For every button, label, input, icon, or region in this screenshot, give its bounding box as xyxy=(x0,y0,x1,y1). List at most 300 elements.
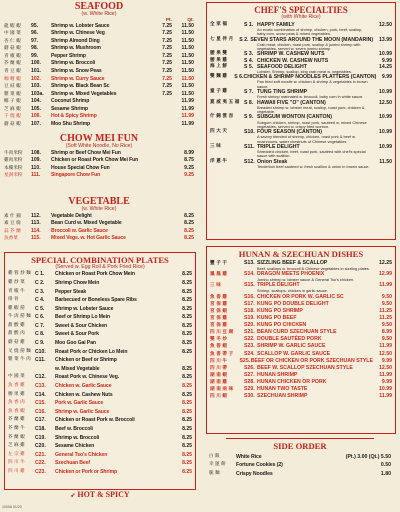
hot-spicy-label: HOT & SPICY xyxy=(77,490,130,499)
item-price: 11.99 xyxy=(379,393,392,400)
item-chinese-name: 青 豆 蝦 xyxy=(4,69,21,74)
item-name: Shrimp w. Lobster Sauce xyxy=(55,305,114,312)
item-name: Hot & Spicy Shrimp xyxy=(51,113,97,120)
item-number: S30. xyxy=(244,393,255,400)
item-pint-price: 7.25 xyxy=(162,60,172,67)
specialty-item-header xyxy=(210,365,392,372)
item-price: 1.80 xyxy=(380,470,391,477)
item-chinese-name: 叉 燒 撈 麵 xyxy=(8,348,31,354)
item-name: DRAGON MEETS PHOENIX xyxy=(257,270,325,277)
item-name: BEEF W. SCALLOP SZECHUAN STYLE xyxy=(257,364,353,371)
specialty-item xyxy=(210,365,392,372)
item-name: CHICKEN W. CASHEW NUTS xyxy=(257,57,329,64)
item-name: HUNAN CHICKEN OR PORK xyxy=(257,378,327,385)
item-chinese-name: 中 國 菜 xyxy=(4,31,21,37)
item-number: 109. xyxy=(31,157,41,164)
item-name: Chicken or Beef or Shrimp xyxy=(55,357,117,364)
side-order-title: SIDE ORDER xyxy=(273,441,327,451)
item-quart-price: 11.50 xyxy=(181,60,194,67)
item-number: 99. xyxy=(31,52,39,59)
item-number: 95. xyxy=(31,22,39,29)
menu-item-row xyxy=(8,391,192,400)
item-price: 8.99 xyxy=(381,329,392,336)
item-chinese-name: 幸 運 餅 xyxy=(209,462,226,468)
item-price: 8.25 xyxy=(182,443,192,450)
item-price: 12.50 xyxy=(379,21,392,28)
item-price: 8.25 xyxy=(182,314,192,321)
item-number: C 7. xyxy=(35,322,45,329)
item-number: S17. xyxy=(244,300,255,307)
item-chinese-name: 魚香菜 xyxy=(4,236,18,242)
specialty-item xyxy=(210,372,392,379)
item-price: 8.25 xyxy=(182,271,192,278)
item-description: Beef, scallops w. broccoli & Chinese vegetables in sizzling plates. xyxy=(257,265,370,271)
vegetable-section xyxy=(4,197,194,243)
item-chinese-name: 龍 蝦 蝦 xyxy=(4,23,21,29)
item-chinese-name: 雞 蓉 炒 麵 xyxy=(8,271,31,277)
item-price: 8.25 xyxy=(184,227,194,234)
hunan-list xyxy=(207,259,395,402)
item-chinese-name: 蘑 菇 蝦 xyxy=(4,46,21,52)
specialty-item-header xyxy=(210,393,392,400)
item-chinese-name: 雜 菜 牛 肉 xyxy=(8,357,31,363)
item-number: 105. xyxy=(31,105,41,112)
item-pint-price: 7.25 xyxy=(162,75,172,82)
item-name: BEAN CURD SZECHUAN STYLE xyxy=(257,329,337,336)
item-number: S10. xyxy=(244,129,255,136)
item-name: Chicken or Roast Pork Chow Mei Fun xyxy=(51,157,139,164)
item-name: Crispy Noodles xyxy=(236,470,273,477)
chow-mei-fun-list xyxy=(4,150,194,180)
item-name: Sesame Shrimp xyxy=(51,105,88,112)
item-quart-price: 11.50 xyxy=(181,68,194,74)
item-chinese-name: 雙 麵 雞 xyxy=(210,74,227,80)
item-name: Shrimp w. Lobster Sauce xyxy=(51,22,110,29)
item-number: 103. xyxy=(31,83,41,90)
item-chinese-name: 椰 子 蝦 xyxy=(4,99,21,105)
item-description: Pan fried soft noodle w. chicken & shrimp & vegetables in brown sauce. xyxy=(257,79,368,89)
item-number: C 9. xyxy=(35,340,45,347)
specialty-item xyxy=(210,271,392,282)
item-chinese-name: 左 宗 雞 xyxy=(8,451,25,457)
item-name: HAPPY FAMILY xyxy=(257,21,295,28)
item-name: Beef or Shrimp Lo Mein xyxy=(55,314,110,321)
item-chinese-name: 脆 麵 xyxy=(209,470,220,476)
specialty-item xyxy=(210,114,392,129)
item-name: HUNAN SHRIMP xyxy=(257,371,298,378)
item-chinese-name: 湖 南 雞 xyxy=(210,379,227,385)
item-pint-price: 7.25 xyxy=(162,68,172,74)
item-number: C12. xyxy=(35,374,46,381)
specialty-item-header xyxy=(210,294,392,301)
item-name: Shrimp w. Curry Sauce xyxy=(51,75,105,82)
item-name: Shrimp w. Broccoli xyxy=(51,60,96,67)
menu-item-row xyxy=(4,113,194,121)
specialty-item xyxy=(210,315,392,322)
item-number: 103a. xyxy=(31,90,44,97)
footer-code: 1000A 01/20 xyxy=(2,505,22,509)
item-chinese-name: 海 上 鮮 xyxy=(210,63,227,69)
item-number: 107. xyxy=(31,120,41,127)
item-name: House Special Chow Fun xyxy=(51,164,110,171)
item-price xyxy=(164,356,192,365)
specialty-item-header xyxy=(210,379,392,386)
item-chinese-name: 雙 冬 炒 xyxy=(210,337,227,343)
specialty-item-header xyxy=(210,343,392,350)
item-pint-price: 7.25 xyxy=(162,83,172,90)
item-chinese-name: 白 飯 xyxy=(209,453,220,459)
pint-label: Pt. xyxy=(165,17,172,23)
item-number: S 9. xyxy=(244,114,254,121)
item-name: Bean Curd w. Mixed Vegetable xyxy=(51,220,122,227)
item-chinese-name: 腰 果 雞 xyxy=(8,391,25,397)
item-number: 96. xyxy=(31,30,39,37)
item-description: Fresh shrimp marinated w. broccoli, baby corn in white sauce. xyxy=(257,94,364,100)
item-name: KUNG PO SHRIMP xyxy=(257,307,303,314)
menu-item-row xyxy=(8,382,192,391)
item-quart-price: 11.99 xyxy=(181,120,194,127)
item-name: KUNG PO DOUBLE DELIGHT xyxy=(257,300,329,307)
item-price: 11.25 xyxy=(379,307,392,314)
menu-item-row xyxy=(8,416,192,425)
menu-item-row xyxy=(8,425,192,434)
specialty-item xyxy=(210,100,392,115)
item-price: 10.99 xyxy=(379,89,392,96)
item-name: DOUBLE SAUTÉED PORK xyxy=(257,336,322,343)
chefs-specialties-box xyxy=(206,2,396,240)
item-chinese-name: 青 椒 蝦 xyxy=(4,53,21,59)
item-name: Chicken w. Cashew Nuts xyxy=(55,391,113,398)
item-number: C 1. xyxy=(35,271,45,278)
item-price: 8.25 xyxy=(182,408,192,415)
item-chinese-name: 魚 香 雞 xyxy=(8,383,25,389)
item-name: Szechuan Beef xyxy=(55,460,90,467)
item-chinese-name: 全 家 福 xyxy=(210,21,227,27)
item-name: Roast Pork w. Chinese Veg. xyxy=(55,374,120,381)
item-name: Fortune Cookies (2) xyxy=(236,462,283,469)
specialty-item xyxy=(210,358,392,365)
menu-item-row xyxy=(4,165,194,173)
item-chinese-name: 四 川 牛 xyxy=(210,358,227,364)
item-price: 12.25 xyxy=(379,259,392,266)
item-name: Chicken w. Garlic Sauce xyxy=(55,383,112,390)
item-name: Moo Shu Shrimp xyxy=(51,120,91,127)
item-chinese-name: 雜 菜 蝦 xyxy=(4,91,21,97)
item-description: Jumbo shrimp w. lobster sauce & General Tso's chicken. xyxy=(257,277,355,283)
item-number: S16. xyxy=(244,293,255,300)
item-name: Sweet & Sour Pork xyxy=(55,331,99,338)
item-chinese-name: 芥 蘭 蝦 xyxy=(8,434,25,440)
item-chinese-name: 蒜 芥 蘭 xyxy=(4,228,21,234)
item-name: Onion Steak xyxy=(257,158,288,165)
item-chinese-name: 腰 果 雙 xyxy=(210,51,227,57)
item-name: Shrimp w. Chinese Veg xyxy=(51,30,105,37)
hunan-szechuan-box xyxy=(206,246,396,434)
item-price: 9.25 xyxy=(184,164,194,171)
item-name: TRIPLE DELIGHT xyxy=(257,143,300,150)
item-price: 14.25 xyxy=(379,63,392,70)
item-number: C 4. xyxy=(35,297,45,304)
item-description: Tenderloin beef sauteed w. fresh scallion & onion in brown sauce. xyxy=(257,163,370,169)
item-name: Singapore Chow Fun xyxy=(51,172,101,179)
item-chinese-name: 魚 香 雞 xyxy=(210,294,227,300)
item-chinese-name: 雞 蝦 撈 xyxy=(8,305,25,311)
item-description: Crab meat, chicken, roast pork, scallop & jumbo shrimp with vegetables, served w. seven jumbo shrimp xyxy=(257,41,361,52)
item-number: C17. xyxy=(35,417,46,424)
item-chinese-name: 四 川 牛 xyxy=(8,460,25,466)
item-description: Subgum chicken, shrimp, roast pork, sautéed w. mixed Chinese vegetables, served w. crispy fried wonton. xyxy=(257,119,367,129)
hunan-title: HUNAN & SZECHUAN DISHES xyxy=(238,249,364,259)
item-pint-price: 7.25 xyxy=(162,30,172,37)
item-chinese-name: 星洲米粉 xyxy=(4,173,23,179)
seafood-subtitle: (w. White Rice) xyxy=(81,11,117,17)
item-number: C13. xyxy=(35,383,46,390)
item-number: S15. xyxy=(244,282,255,289)
specialty-item xyxy=(210,322,392,329)
item-chinese-name: 洋 蔥 牛 xyxy=(210,158,227,164)
menu-item-row xyxy=(8,270,192,279)
item-number: 101. xyxy=(31,68,41,74)
item-name: Shrimp w. Mushroom xyxy=(51,45,101,52)
menu-item-row xyxy=(8,408,192,417)
menu-item-row xyxy=(8,442,192,451)
item-pint-price xyxy=(152,98,172,106)
item-pint-price: 7.25 xyxy=(162,22,172,29)
side-order-section xyxy=(206,440,394,480)
vegetable-list xyxy=(4,213,194,243)
item-chinese-name: 杏 仁 蝦 xyxy=(4,38,21,44)
specialty-item-header xyxy=(210,351,392,358)
item-name: Roast Pork or Chicken Lo Mein xyxy=(55,348,128,355)
chefs-title: CHEF'S SPECIALTIES xyxy=(254,5,348,15)
item-price: 8.25 xyxy=(182,383,192,390)
item-price: 9.99 xyxy=(381,357,392,364)
vegetable-title: VEGETABLE xyxy=(68,196,130,207)
menu-item-row xyxy=(8,399,192,408)
item-chinese-name: 蘑 菇 雞 xyxy=(8,340,25,346)
item-name: Coconut Shrimp xyxy=(51,98,90,105)
specialty-item xyxy=(210,159,392,170)
specialty-item xyxy=(210,393,392,400)
item-price: 8.25 xyxy=(182,374,192,381)
item-price: 10.99 xyxy=(379,114,392,121)
item-price: 9.99 xyxy=(381,378,392,385)
menu-item-row xyxy=(8,296,192,305)
menu-item-row xyxy=(4,106,194,114)
menu-item-row xyxy=(4,91,194,99)
item-number: S 3. xyxy=(244,51,254,58)
item-name: Shrimp w. Broccoli xyxy=(55,434,100,441)
item-number: C19. xyxy=(35,434,46,441)
item-chinese-name: 甜 酸 雞 xyxy=(8,322,25,328)
item-chinese-name: 湖 南 兩 味 xyxy=(210,386,234,392)
specialty-item xyxy=(210,294,392,301)
item-pint-price: 7.25 xyxy=(162,37,172,44)
item-price: 8.25 xyxy=(182,365,192,372)
menu-item-row xyxy=(4,38,194,46)
menu-item-row xyxy=(8,279,192,288)
item-chinese-name: 什 錦 雲 吞 xyxy=(210,114,234,120)
item-pint-price: 7.25 xyxy=(162,45,172,52)
menu-item-row xyxy=(4,45,194,53)
item-chinese-name: 甜 酸 肉 xyxy=(8,331,25,337)
item-number: C14. xyxy=(35,391,46,398)
specialty-item xyxy=(210,22,392,37)
item-price: 10.99 xyxy=(379,385,392,392)
menu-item-row xyxy=(4,172,194,180)
item-chinese-name: 宮 保 蝦 xyxy=(210,308,227,314)
menu-item-row xyxy=(4,68,194,76)
item-price: 8.25 xyxy=(184,212,194,219)
item-price: 11.99 xyxy=(379,282,392,289)
item-price: 8.25 xyxy=(182,340,192,347)
item-price: 8.25 xyxy=(182,331,192,338)
item-number: S25. xyxy=(239,357,251,364)
item-number: S 2. xyxy=(239,36,249,43)
item-name: Shrimp Chow Mein xyxy=(55,279,100,286)
item-chinese-name: 素 什 錦 xyxy=(4,213,21,219)
item-chinese-name: 宮 保 雞 xyxy=(210,316,227,322)
item-number: 110. xyxy=(31,164,41,171)
specialty-item-header xyxy=(210,315,392,322)
item-number: 100. xyxy=(31,60,41,67)
specialty-item xyxy=(210,64,392,75)
item-name: SHRIMP W. CASHEW NUTS xyxy=(257,51,325,58)
menu-item-row xyxy=(4,98,194,106)
item-name: Beef w. Broccoli xyxy=(55,426,93,432)
menu-item-row xyxy=(8,451,192,460)
menu-item-row xyxy=(4,76,194,84)
item-chinese-name: 咖 喱 蝦 xyxy=(4,76,21,82)
item-number: S24. xyxy=(244,350,255,357)
item-number: S23. xyxy=(244,343,255,350)
menu-item-row xyxy=(8,339,192,348)
side-order-list xyxy=(206,451,394,481)
item-name: Chicken or Roast Pork w. Broccoli xyxy=(55,417,135,424)
item-pint-price: 7.25 xyxy=(162,52,172,59)
item-description: Shredded chicken, beef, roast pork, sautéed with chef's special sauce with scallion. xyxy=(257,149,366,159)
item-chinese-name: 湖 南 蝦 xyxy=(210,372,227,378)
specialty-item xyxy=(210,74,392,89)
item-name: Pork w. Garlic Sauce xyxy=(55,400,104,407)
item-chinese-name: 芝 麻 蝦 xyxy=(4,106,21,112)
item-price: 9.99 xyxy=(381,57,392,64)
item-chinese-name: 雞 炒 菜 xyxy=(8,279,25,285)
chow-mei-fun-title: CHOW MEI FUN xyxy=(59,133,139,144)
item-chinese-name: 魚 香 蝦 xyxy=(210,344,227,350)
item-price: 8.75 xyxy=(184,157,194,164)
item-pint-price xyxy=(152,113,172,121)
item-number: 113. xyxy=(31,220,41,227)
item-price: 8.25 xyxy=(182,322,192,329)
item-number: S11. xyxy=(244,143,255,150)
specialty-item xyxy=(210,336,392,343)
item-number: 97. xyxy=(31,37,39,44)
specialty-item xyxy=(210,37,392,52)
item-name: Shrimp w. Black Bean Sc xyxy=(51,83,110,90)
item-number: S20. xyxy=(244,322,255,329)
item-number: 111. xyxy=(31,172,41,179)
item-price: 11.99 xyxy=(379,343,392,350)
side-order-row xyxy=(209,470,391,479)
item-number: S 4. xyxy=(244,57,254,64)
item-chinese-name: 干 燒 蝦 xyxy=(4,114,21,120)
menu-item-row xyxy=(4,150,194,158)
specialty-item xyxy=(210,351,392,358)
item-chinese-name: 排 骨 xyxy=(8,297,19,303)
item-price: 8.25 xyxy=(182,400,192,407)
item-name: Shrimp w. Snow Peas xyxy=(51,68,102,74)
item-number: 104. xyxy=(31,98,41,105)
item-number: C 3. xyxy=(35,288,45,295)
combination-subtitle: (Served w. Egg Roll & Pork Fried Rice) xyxy=(55,263,145,270)
item-number: C10. xyxy=(35,348,46,355)
menu-item-row xyxy=(8,365,192,374)
item-chinese-name: 七 星 伴 月 xyxy=(210,36,234,42)
item-chinese-name xyxy=(8,365,35,374)
item-price: 10.99 xyxy=(379,129,392,136)
item-description: A savory blended of shrimp, chicken, roast pork & beef w. mushrooms, water chestnuts of Chinese vegetables. xyxy=(257,134,356,144)
item-name: SCALLOP W. GARLIC SAUCE xyxy=(257,350,331,357)
item-name: Moo Goo Gai Pan xyxy=(55,340,96,347)
item-name: SZECHUAN SHRIMP xyxy=(257,393,308,400)
item-number: C22. xyxy=(35,460,46,467)
item-chinese-name: 青 椒 牛 xyxy=(8,288,25,294)
item-price: 11.50 xyxy=(379,158,392,165)
item-price: 11.99 xyxy=(379,371,392,378)
item-name: SIZZLING BEEF & SCALLOP xyxy=(257,259,328,266)
specialty-item-header xyxy=(210,386,392,393)
item-quart-price: 11.50 xyxy=(181,22,194,29)
item-name: Broccoli w. Garlic Sauce xyxy=(51,227,108,234)
item-name: CHICKEN OR PORK W. GARLIC SC xyxy=(257,293,344,300)
item-description: Lobster, Shrimp, scallop, king crab meat w. vegetables. xyxy=(257,68,352,74)
item-price: 12.50 xyxy=(379,350,392,357)
item-chinese-name: 豐 子 干 xyxy=(210,260,227,266)
specialty-item xyxy=(210,129,392,144)
menu-item-row xyxy=(4,121,194,129)
chefs-subtitle: (with White Rice) xyxy=(281,14,321,20)
specialty-item xyxy=(210,282,392,293)
item-price: 12.50 xyxy=(379,364,392,371)
specialty-item-header xyxy=(210,308,392,315)
item-name: SEAFOOD DELIGHT xyxy=(257,63,307,70)
item-price: 9.25 xyxy=(184,172,194,179)
chow-mei-fun-subtitle: (Soft White Noodle, No Rice) xyxy=(65,143,133,149)
item-pint-price xyxy=(152,121,172,129)
item-chinese-name: 蘑 菇 蝦 xyxy=(4,121,21,127)
item-price: 8.25 xyxy=(182,451,192,458)
item-number: S13. xyxy=(244,259,255,266)
item-chinese-name: 三 味 xyxy=(210,143,221,149)
menu-item-row xyxy=(4,220,194,228)
item-number: C21. xyxy=(35,451,46,458)
item-name: General Tso's Chicken xyxy=(55,451,108,458)
item-name: SEVEN STARS AROUND THE MOON (MANDARIN) xyxy=(250,36,374,43)
item-chinese-name: 宮 保 雞 xyxy=(210,301,227,307)
menu-item-row xyxy=(8,348,192,357)
item-number: S18. xyxy=(244,307,255,314)
chow-mei-fun-section xyxy=(4,134,194,180)
item-price: 8.25 xyxy=(182,279,192,286)
item-price: 8.25 xyxy=(182,417,192,424)
item-price: 8.99 xyxy=(184,149,194,156)
item-price: (Pt.) 3.00 (Qt.) 5.50 xyxy=(345,453,391,460)
item-number: S 7. xyxy=(244,89,254,96)
seafood-list xyxy=(4,23,194,129)
item-price: 8.25 xyxy=(182,305,192,312)
item-name: White Rice xyxy=(236,453,262,460)
